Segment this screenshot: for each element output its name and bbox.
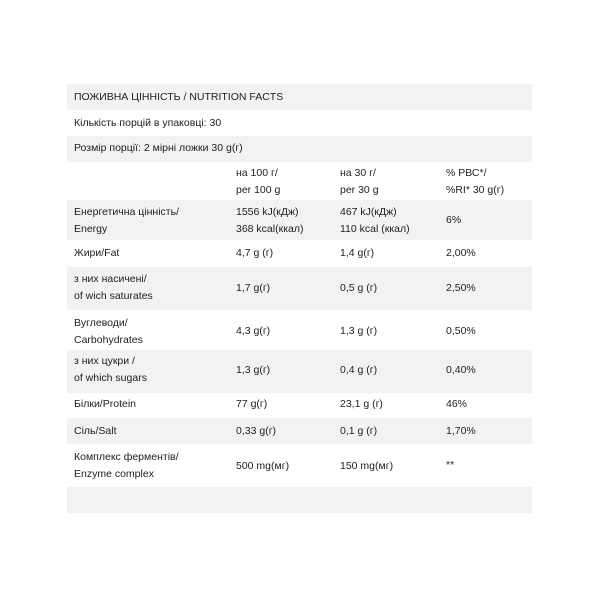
- value-rda: 46%: [446, 398, 468, 410]
- nutrient-name: Білки/Protein: [74, 398, 136, 410]
- nutrient-name: Жири/Fat: [74, 247, 120, 259]
- value-per30: 467 kJ(кДж) 110 kcal (ккал): [340, 206, 410, 235]
- value-per30: 1,4 g(г): [340, 247, 375, 259]
- nutrient-name: Енергетична цінність/ Energy: [74, 206, 179, 235]
- table-row: [67, 267, 532, 310]
- value-per30: 0,1 g (г): [340, 425, 378, 437]
- servings-per-pack: Кількість порцій в упаковці: 30: [74, 117, 222, 129]
- nutrition-title: ПОЖИВНА ЦІННІСТЬ / NUTRITION FACTS: [74, 91, 284, 103]
- table-row: [67, 418, 532, 444]
- nutrient-name: з них цукри / of which sugars: [74, 355, 147, 384]
- value-per100: 4,7 g (г): [236, 247, 274, 259]
- table-row: [67, 393, 532, 418]
- column-header-per100: на 100 г/ per 100 g: [236, 167, 281, 196]
- value-per100: 0,33 g(г): [236, 425, 277, 437]
- nutrient-name: Комплекс ферментів/ Enzyme complex: [74, 451, 179, 480]
- value-rda: **: [446, 459, 455, 471]
- value-per100: 500 mg(мг): [236, 460, 290, 472]
- table-row: [67, 240, 532, 267]
- nutrition-title-row: [67, 84, 532, 110]
- value-rda: 1,70%: [446, 425, 476, 437]
- value-per30: 1,3 g (г): [340, 325, 378, 337]
- value-per30: 0,4 g (г): [340, 364, 378, 376]
- value-rda: 2,50%: [446, 282, 476, 294]
- value-rda: 0,40%: [446, 364, 476, 376]
- table-row: [67, 350, 532, 393]
- table-row: [67, 200, 532, 240]
- value-rda: 2,00%: [446, 247, 476, 259]
- value-per100: 1,7 g(г): [236, 282, 271, 294]
- value-per100: 77 g(г): [236, 398, 268, 410]
- column-header-row: [67, 162, 532, 200]
- nutrient-name: з них насичені/ of wich saturates: [74, 273, 153, 302]
- value-rda: 0,50%: [446, 325, 476, 337]
- nutrient-name: Сіль/Salt: [74, 425, 117, 437]
- nutrient-name: Вуглеводи/ Carbohydrates: [74, 317, 143, 346]
- servings-row: [67, 110, 532, 136]
- column-header-rda: % РВС*/ %RI* 30 g(г): [446, 167, 505, 196]
- table-row: [67, 310, 532, 350]
- column-header-per30: на 30 г/ per 30 g: [340, 167, 379, 196]
- value-per30: 0,5 g (г): [340, 282, 378, 294]
- table-row: [67, 444, 532, 487]
- empty-footer-row: [67, 487, 532, 513]
- value-per30: 150 mg(мг): [340, 460, 394, 472]
- nutrition-table: [67, 84, 532, 513]
- serving-size: Розмір порції: 2 мірні ложки 30 g(г): [74, 142, 243, 154]
- serving-size-row: [67, 136, 532, 162]
- value-per100: 1,3 g(г): [236, 364, 271, 376]
- value-per100: 4,3 g(г): [236, 325, 271, 337]
- value-rda: 6%: [446, 214, 462, 226]
- value-per100: 1556 kJ(кДж) 368 kcal(ккал): [236, 206, 304, 235]
- value-per30: 23,1 g (г): [340, 398, 383, 410]
